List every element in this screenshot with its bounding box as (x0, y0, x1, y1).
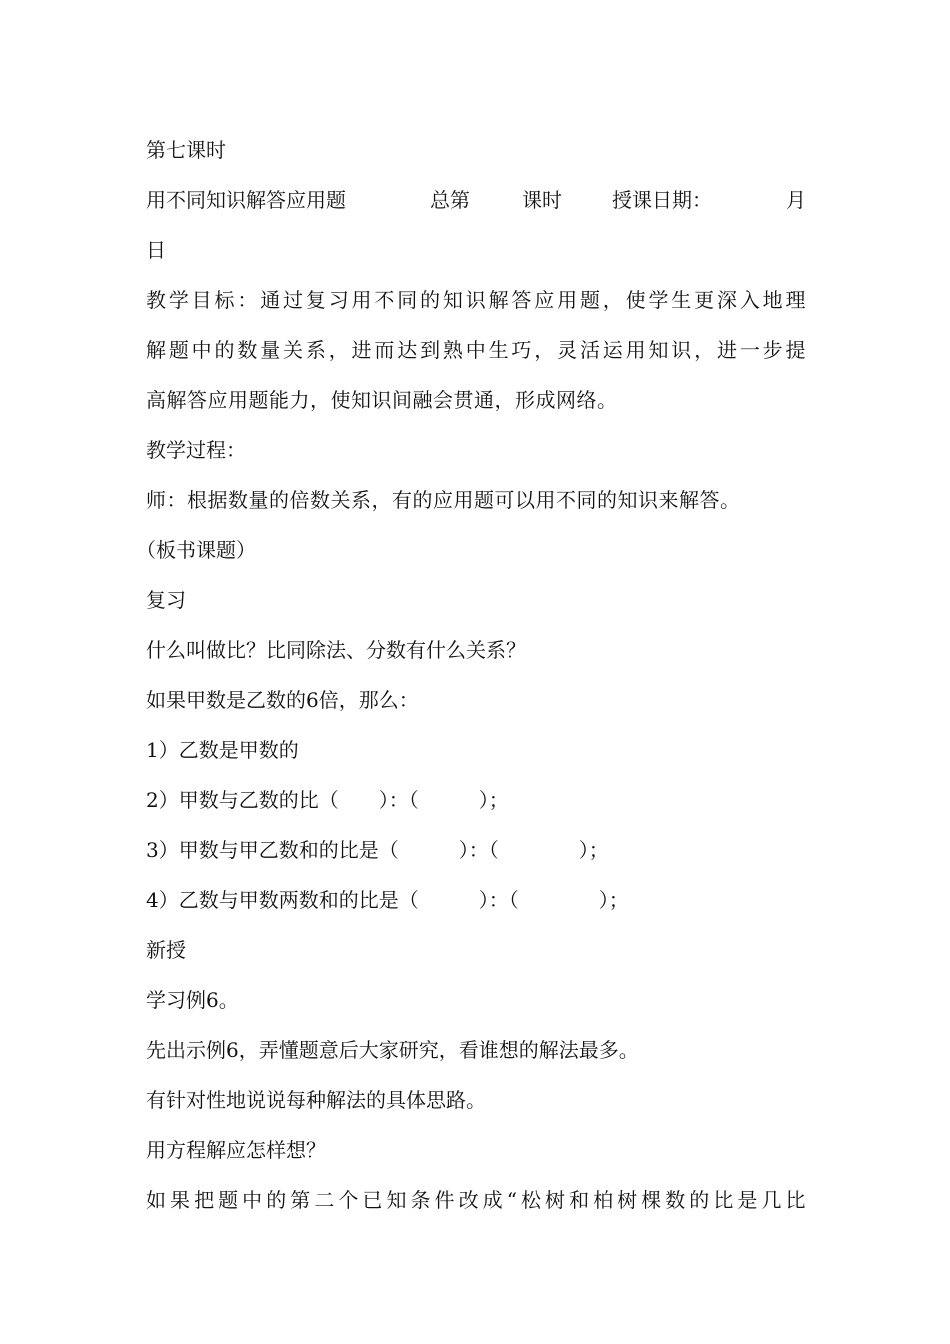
condition-change: 如果把题中的第二个已知条件改成“松树和柏树棵数的比是几比 (146, 1188, 806, 1212)
review-item-2: 2）甲数与乙数的比（ ）：（ ）； (146, 788, 509, 812)
review-title: 复习 (146, 588, 186, 612)
review-item-3: 3）甲数与甲乙数和的比是（ ）：（ ）； (146, 838, 609, 862)
goal-line-2: 解题中的数量关系，进而达到熟中生巧，灵活运用知识，进一步提 (146, 338, 806, 362)
goal-line-3: 高解答应用题能力，使知识间融会贯通，形成网络。 (146, 388, 618, 412)
targeted-explanation: 有针对性地说说每种解法的具体思路。 (146, 1088, 486, 1112)
process-title: 教学过程： (146, 438, 246, 462)
month-label: 月 (786, 188, 806, 212)
lesson-title: 用不同知识解答应用题 (146, 188, 346, 212)
review-question-2: 如果甲数是乙数的6倍，那么： (146, 688, 419, 712)
date-label: 授课日期： (612, 188, 712, 212)
lesson-number: 第七课时 (146, 138, 226, 162)
review-item-4: 4）乙数与甲数两数和的比是（ ）：（ ）； (146, 888, 629, 912)
hour-label: 课时 (522, 188, 562, 212)
lesson-header (146, 186, 806, 214)
teacher-line: 师：根据数量的倍数关系，有的应用题可以用不同的知识来解答。 (146, 488, 741, 512)
new-lesson-title: 新授 (146, 938, 186, 962)
total-label: 总第 (430, 188, 470, 212)
day-label: 日 (146, 238, 166, 262)
study-example: 学习例6。 (146, 988, 239, 1012)
equation-question: 用方程解应怎样想？ (146, 1138, 326, 1162)
review-item-1: 1）乙数是甲数的 (146, 738, 299, 762)
review-question-1: 什么叫做比？比同除法、分数有什么关系？ (146, 638, 526, 662)
show-example: 先出示例6，弄懂题意后大家研究，看谁想的解法最多。 (146, 1038, 639, 1062)
board-note: （板书课题） (136, 538, 256, 562)
goal-line-1: 教学目标：通过复习用不同的知识解答应用题，使学生更深入地理 (146, 288, 806, 312)
